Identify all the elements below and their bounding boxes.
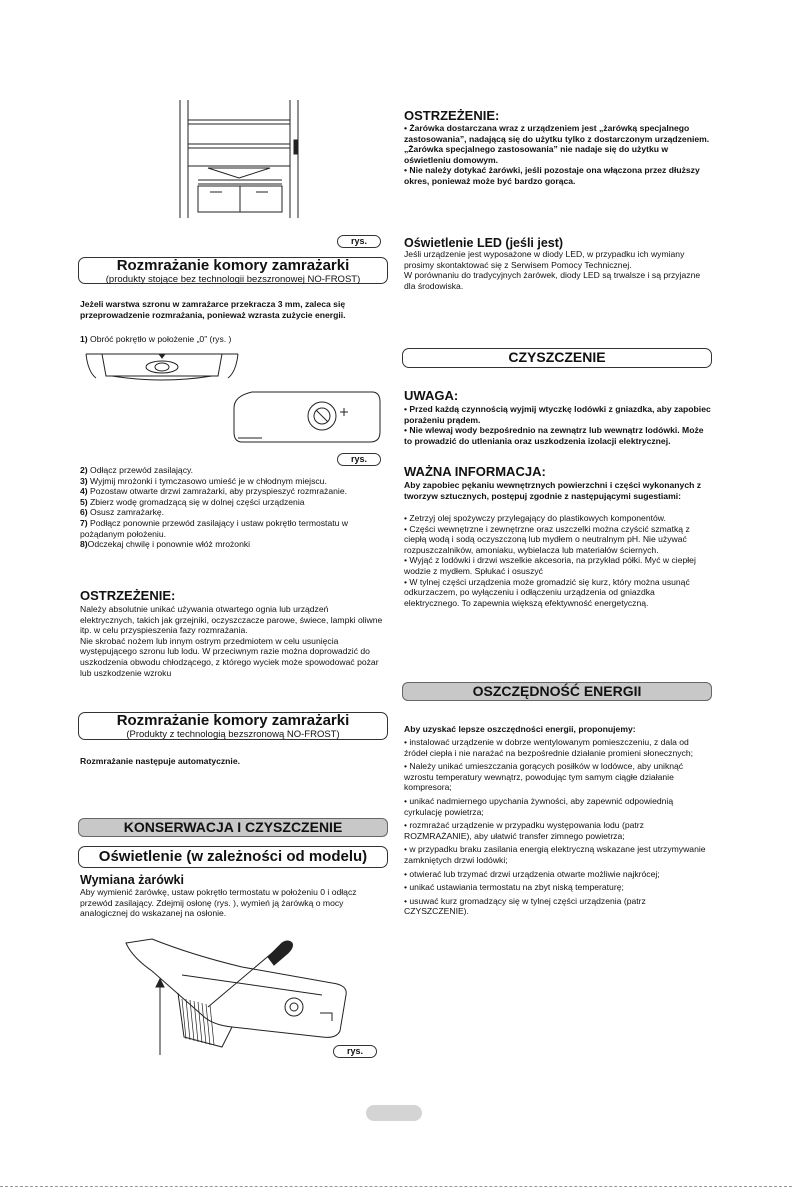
figure-label: rys. bbox=[337, 453, 381, 466]
auto-defrost-text: Rozmrażanie następuje automatycznie. bbox=[80, 756, 240, 766]
info-heading: WAŻNA INFORMACJA: bbox=[404, 464, 546, 479]
section-title: Oświetlenie (w zależności od modelu) bbox=[98, 848, 368, 865]
step-item: 5) Zbierz wodę gromadzącą się w dolnej części urządzenia bbox=[80, 496, 305, 507]
energy-intro: Aby uzyskać lepsze oszczędności energii, proponujemy: bbox=[404, 724, 636, 734]
energy-item: • rozmrażać urządzenie w przypadku występowania lodu (patrz ROZMRAŻANIE), aby ułatwić transfer zimnego powietrza; bbox=[404, 820, 644, 841]
step-1 bbox=[80, 334, 385, 345]
step-item: 7) Podłącz ponownie przewód zasilający i ustaw pokrętło termostatu w pożądanym położeniu. bbox=[80, 517, 348, 539]
figure-label: rys. bbox=[333, 1045, 377, 1058]
crop-line bbox=[0, 1186, 792, 1187]
defrost-intro: Jeżeli warstwa szronu w zamrażarce przekracza 3 mm, zaleca się przeprowadzenie rozmrażania, ponieważ wzrasta zużycie energii. bbox=[80, 299, 346, 320]
bulb-heading: Wymiana żarówki bbox=[80, 873, 184, 887]
step-item: 8)Odczekaj chwilę i ponownie włóż mrożonki bbox=[80, 539, 251, 550]
step-item: 3) Wyjmij mrożonki i tymczasowo umieść je w chłodnym miejscu. bbox=[80, 475, 327, 486]
info-item: • Części wewnętrzne i zewnętrzne oraz uszczelki można czyścić szmatką z ciepłą wodą i sodą oczyszczoną lub mydłem o neutralnym pH. Nie używać rozpuszczalników, amoniaku, wybielacza lub materiałów ściernych. bbox=[404, 523, 690, 555]
step-number: 1) bbox=[80, 334, 88, 344]
bulb-warning-heading: OSTRZEŻENIE: bbox=[404, 108, 500, 123]
bulb-warning-text: • Żarówka dostarczana wraz z urządzeniem jest „żarówką specjalnego zastosowania”, nadającą się do użytku tylko z dostarczonym urządzeniem. „Żarówka specjalnego zastosowania” nie nadaje się do użytku w oświetleniu domowym. • Nie należy dotykać żarówki, jeśli pozostaje ona włączona przez dłuższy okres, ponieważ może być bardzo gorąca. bbox=[404, 123, 710, 186]
energy-item: • Należy unikać umieszczania gorących posiłków w lodówce, aby uniknąć wzrostu temperatury wewnątrz, powodując tym samym ciągłe działanie kompresora; bbox=[404, 761, 684, 793]
energy-item: • unikać nadmiernego upychania żywności, aby zapewnić odpowiednią cyrkulację powietrza; bbox=[404, 795, 674, 817]
defrost-steps-list bbox=[80, 465, 385, 550]
step-item: 4) Pozostaw otwarte drzwi zamrażarki, aby przyspieszyć rozmrażanie. bbox=[80, 486, 347, 497]
caution-text: • Przed każdą czynnością wyjmij wtyczkę lodówki z gniazdka, aby zapobiec porażeniu prądem. • Nie wlewaj wody bezpośrednio na zewnątrz lub wewnątrz lodówki. Może to prowadzić do utleniania oraz uszkodzenia izolacji elektrycznej. bbox=[404, 404, 711, 446]
info-item: • Zetrzyj olej spożywczy przylegający do plastikowych komponentów. bbox=[404, 513, 666, 523]
warning-text: Należy absolutnie unikać używania otwartego ognia lub urządzeń elektrycznych, takich jak grzejniki, oczyszczacze parowe, świece, lampki oliwne itp. w celu przyspieszenia fazy rozmrażania. Nie skrobać nożem lub innym ostrym przedmiotem w celu usunięcia występującego szronu lub lodu. W przeciwnym razie można doprowadzić do uszkodzenia obwodu chłodzącego, z którego wyciek może spowodować pożar lub uszkodzenie wzroku bbox=[80, 604, 383, 678]
figure-label: rys. bbox=[337, 235, 381, 248]
info-intro: Aby zapobiec pękaniu wewnętrznych powierzchni i części wykonanych z tworzyw sztucznych, postępuj zgodnie z następującymi sugestiami: bbox=[404, 480, 702, 501]
page-number-pill bbox=[366, 1105, 422, 1121]
energy-item: • usuwać kurz gromadzący się w tylnej części urządzenia (patrz CZYSZCZENIE). bbox=[404, 895, 646, 917]
energy-section-bar: OSZCZĘDNOŚĆ ENERGII bbox=[402, 682, 712, 701]
info-item: • W tylnej części urządzenia może gromadzić się kurz, który można usunąć odkurzaczem, po wyłączeniu i odłączeniu urządzenia od gniazdka elektrycznego. To zapewnia większą efektywność energetyczną. bbox=[404, 576, 690, 608]
energy-item: • w przypadku braku zasilania energią elektryczną wskazane jest utrzymywanie zamkniętych drzwi lodówki; bbox=[404, 844, 706, 865]
step-text: Obróć pokrętło w położenie „0” (rys. ) bbox=[90, 334, 232, 344]
caution-heading: UWAGA: bbox=[404, 388, 459, 403]
warning-heading: OSTRZEŻENIE: bbox=[80, 588, 176, 603]
section-title: Rozmrażanie komory zamrażarki bbox=[116, 257, 350, 274]
lamp-cover-illustration bbox=[232, 388, 382, 450]
energy-item: • otwierać lub trzymać drzwi urządzenia otwarte możliwie najkrócej; bbox=[404, 868, 660, 879]
lamp-replacement-illustration bbox=[122, 935, 352, 1057]
step-item: 6) Osusz zamrażarkę. bbox=[80, 507, 165, 518]
section-title: CZYSZCZENIE bbox=[508, 349, 606, 365]
led-heading: Oświetlenie LED (jeśli jest) bbox=[404, 236, 564, 250]
maintenance-section-bar: KONSERWACJA I CZYSZCZENIE bbox=[78, 818, 388, 837]
energy-list bbox=[404, 737, 712, 917]
info-list bbox=[404, 513, 712, 608]
energy-item: • unikać ustawiania termostatu na zbyt niską temperaturę; bbox=[404, 882, 624, 893]
led-text: Jeśli urządzenie jest wyposażone w diody LED, w przypadku ich wymiany prosimy skontaktować się z Serwisem Pomocy Technicznej. W porównaniu do tradycyjnych żarówek, diody LED są trwalsze i są przyjazne dla środowiska. bbox=[404, 249, 701, 291]
cleaning-section-header bbox=[402, 348, 712, 368]
section-subtitle: (Produkty z technologią bezszronową NO-FROST) bbox=[126, 729, 340, 740]
energy-item: • instalować urządzenie w dobrze wentylowanym pomieszczeniu, z dala od źródeł ciepła i nie narażać na bezpośrednie działanie promieni słonecznych; bbox=[404, 737, 694, 758]
defrost-section-header bbox=[78, 257, 388, 284]
section-subtitle: (produkty stojące bez technologii bezszronowej NO-FROST) bbox=[105, 274, 361, 285]
lighting-section-header bbox=[78, 846, 388, 868]
info-item: • Wyjąć z lodówki i drzwi wszelkie akcesoria, na przykład półki. Myć w ciepłej wodzie z mydłem. Spłukać i osuszyć bbox=[404, 555, 696, 576]
fridge-shelf-illustration bbox=[170, 100, 310, 220]
bulb-text: Aby wymienić żarówkę, ustaw pokrętło termostatu w położeniu 0 i odłącz przewód zasilający. Zdejmij osłonę (rys. ), wymień ją żarówką o mocy analogicznej do wskazanej na osłonie. bbox=[80, 887, 357, 919]
defrost-auto-header bbox=[78, 712, 388, 740]
step-item: 2) Odłącz przewód zasilający. bbox=[80, 465, 194, 475]
thermostat-knob-illustration bbox=[82, 350, 242, 390]
section-title: Rozmrażanie komory zamrażarki bbox=[116, 712, 350, 729]
